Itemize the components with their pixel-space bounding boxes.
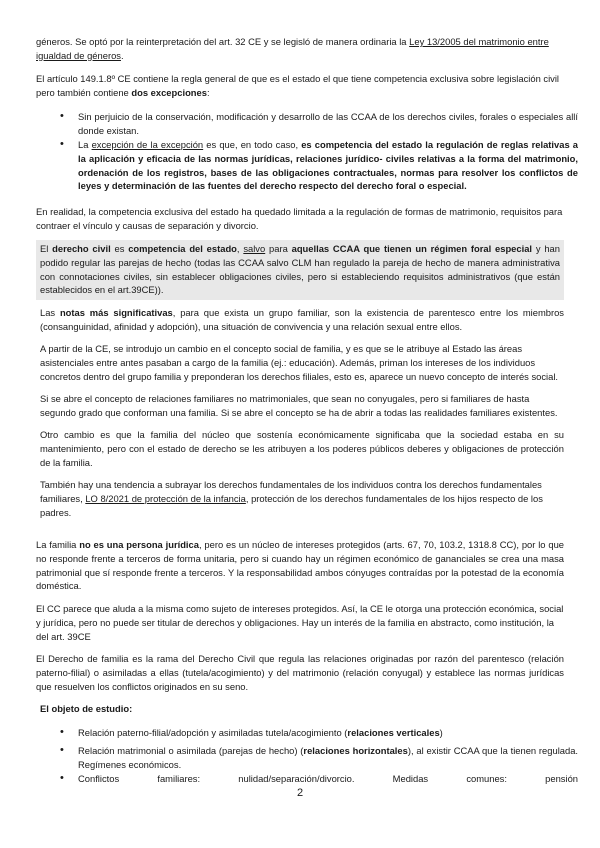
paragraph-notas-significativas: Las notas más significativas, para que exista un grupo familiar, son la existencia de parentesco entre los miembros (consanguinidad, afinidad y adopción), una situación de convivencia y una relación sexual entre ellos. — [40, 307, 564, 332]
paragraph-matrimonio: géneros. Se optó por la reinterpretación del art. 32 CE y se legisló de manera ordinaria la Ley 13/2005 del matrimonio entre igualdad de géneros. — [36, 36, 549, 61]
paragraph-relaciones-no-matrimoniales: Si se abre el concepto de relaciones familiares no matrimoniales, que sean no conyugales, pero si familiares de hasta segundo grado que conforman una familia. Si se abre el concepto se ha de abrir a todas las realidades familiares existentes. — [40, 393, 558, 418]
paragraph-competencia-exclusiva: En realidad, la competencia exclusiva del estado ha quedado limitada a la regulación de formas de matrimonio, requisitos para contraer el vínculo y causas de separación y divorcio. — [36, 206, 563, 231]
paragraph-art-149: El artículo 149.1.8º CE contiene la regla general de que es el estado el que tiene competencia exclusiva sobre legislación civil pero también contiene dos excepciones: — [36, 73, 560, 98]
highlighted-paragraph — [36, 240, 564, 300]
bullet-item-horizontales: • Relación matrimonial o asimilada (parejas de hecho) (relaciones horizontales), al existir CCAA que la tienen regulada. Regímenes económicos. — [60, 744, 578, 772]
section-heading-objeto: El objeto de estudio: — [40, 703, 133, 714]
page-number: 2 — [296, 787, 304, 799]
paragraph-otro-cambio: Otro cambio es que la familia del núcleo que sostenía económicamente significaba que la sociedad estaba en su mantenimiento, pero con el estado de derecho se les atribuyen a los poderes públicos deberes y obligaciones de protección de la familia. — [40, 429, 564, 468]
bullet-item-verticales: • Relación paterno-filial/adopción y asimiladas tutela/acogimiento (relaciones verticales) — [60, 726, 578, 740]
bullet-item-excepcion-2: • La excepción de la excepción es que, en todo caso, es competencia del estado la regulación de reglas relativas a la aplicación y eficacia de las normas jurídicas, relaciones jurídico- civiles relativas a la forma del matrimonio, ordenación de los registros, bases de las obligaciones contractuales, normas para resolver los conflictos de leyes y determinación de las fuentes del derecho respecto del derecho foral o especial. — [60, 138, 578, 193]
law-reference-13-2005: Ley 13/2005 del matrimonio entre igualdad de géneros — [36, 36, 549, 61]
paragraph-cc: El CC parece que aluda a la misma como sujeto de intereses protegidos. Así, la CE le otorga una protección económica, social y jurídica, pero no puede ser titular de derechos y obligaciones. Hay un interés de la familia en abstracto, como institución, la del art. 39CE — [36, 603, 564, 642]
law-reference-lo-8-2021: LO 8/2021 de protección de la infancia — [85, 492, 246, 504]
paragraph-tendencia: También hay una tendencia a subrayar los derechos fundamentales de los individuos contra los derechos fundamentales familiares, LO 8/2021 de protección de la infancia, protección de los derechos fundamentales de los hijos respecto de los padres. — [40, 479, 543, 518]
bullet-item-excepcion-1: • Sin perjuicio de la conservación, modificación y desarrollo de las CCAA de los derechos civiles, forales o especiales allí donde existan. — [60, 110, 578, 138]
paragraph-derecho-civil: El derecho civil es competencia del estado, salvo para aquellas CCAA que tienen un régimen foral especial y han podido regular las parejas de hecho (todas las CCAA salvo CLM han regulado la pareja de hecho de manera administrativa con connotaciones civiles, sin establecer obligaciones civiles, pero si estableciendo requisitos administrativos (que están establecidos en el art.39CE)). — [40, 243, 560, 296]
bullet-item-conflictos: • Conflictos familiares: nulidad/separación/divorcio. Medidas comunes: pensión — [60, 772, 578, 786]
paragraph-persona-juridica: La familia no es una persona jurídica, pero es un núcleo de intereses protegidos (arts. 67, 70, 103.2, 1318.8 CC), por lo que no responde frente a terceros de forma unitaria, pero si cuando hay un régimen económico de gananciales se crea una masa patrimonial que sí responde frente a terceros. Y la responsabilidad ambos cónyuges contraídas por la potestad de la economía doméstica. — [36, 539, 564, 592]
paragraph-derecho-familia: El Derecho de familia es la rama del Derecho Civil que regula las relaciones originadas por razón del parentesco (relación paterno-filial) o asimiladas a ellas (tutela/acogimiento) y del matrimonio (relación conyugal) y establece las normas jurídicas que resuelven los conflictos originados en su seno. — [36, 653, 564, 692]
paragraph-concepto-social: A partir de la CE, se introdujo un cambio en el concepto social de familia, y es que se le atribuye al Estado las áreas asistenciales entre antes pasaban a cargo de la familia (ej.: educación). Además, priman los intereses de los individuos concretos dentro del grupo familia y preponderan los derechos filiales, esto es, aparece un nuevo concepto de interés social. — [40, 343, 559, 382]
